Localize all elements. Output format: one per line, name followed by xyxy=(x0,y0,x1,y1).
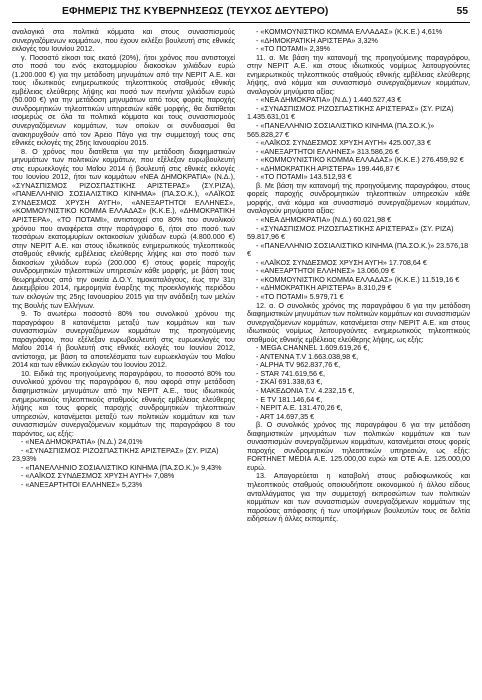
list-item: - «ΣΥΝΑΣΠΙΣΜΟΣ ΡΙΖΟΣΠΑΣΤΙΚΗΣ ΑΡΙΣΤΕΡΑΣ» (ΣΥ. ΡΙΖΑ) 23,93% xyxy=(12,445,219,464)
list-item: - E TV 181.146,64 €, xyxy=(256,394,323,404)
list-item: - «ΔΗΜΟΚΡΑΤΙΚΗ ΑΡΙΣΤΕΡΑ» 199.446,87 € xyxy=(256,163,400,173)
paragraph: 11. α. Με βάση την κατανομή της προηγούμενης παραγράφου, στην ΝΕΡΙΤ Α.Ε. και στους ιδιωτικούς νομίμως λειτουργούντες ενημερωτικούς τηλεοπτικούς σταθμούς εθνικής εμβέλειας ελεύθερης λήψης, ανά κόμμα και συνασπισμό συνεργαζόμενων κομμάτων, αναλογούν μηνύματα αξίας: xyxy=(247,52,470,96)
list-item: - «ΑΝΕΞΑΡΤΗΤΟΙ ΕΛΛΗΝΕΣ» 13.066,09 € xyxy=(256,266,395,276)
list-item: - «ΛΑΪΚΟΣ ΣΥΝΔΕΣΜΟΣ ΧΡΥΣΗ ΑΥΓΗ» 17.708,64 € xyxy=(256,257,427,267)
page-header xyxy=(12,6,470,23)
list-item: - «ΝΕΑ ΔΗΜΟΚΡΑΤΙΑ» (Ν.Δ.) 1.440.527,43 € xyxy=(256,95,402,105)
list-item: - «ΠΑΝΕΛΛΗΝΙΟ ΣΟΣΙΑΛΙΣΤΙΚΟ ΚΙΝΗΜΑ (ΠΑ.ΣΟ.Κ.)» 23.576,18 € xyxy=(247,240,469,259)
paragraph: 10. Ειδικά της προηγούμενης παραγράφου, το ποσοστό 80% του συνολικού χρόνου της παραγράφου 6, που αφορά στην μετάδοση διαφημιστικών μηνυμάτων από την ΝΕΡΙΤ Α.Ε., τους ιδιωτικούς ενημερωτικούς τηλεοπτικούς σταθμούς εθνικής εμβέλειας ελεύθερης λήψης και τους φορείς παροχής συνδρομητικών τηλεοπτικών υπηρεσιών, κατανέμεται μεταξύ των πολιτικών κομμάτων και των συνασπισμών συνεργαζόμενων κομμάτων της παραγράφου 8 του παρόντος, ως εξής: xyxy=(12,368,235,438)
left-column xyxy=(12,28,235,490)
list-item: - «ΤΟ ΠΟΤΑΜΙ» 5.979,71 € xyxy=(256,291,344,301)
list-item: - «ΠΑΝΕΛΛΗΝΙΟ ΣΟΣΙΑΛΙΣΤΙΚΟ ΚΙΝΗΜΑ (ΠΑ.ΣΟ.Κ.)» 565.828,27 € xyxy=(247,121,435,139)
list-item: - «ΑΝΕΞΑΡΤΗΤΟΙ ΕΛΛΗΝΕΣ» 5,23% xyxy=(21,479,143,489)
list-item: - STAR 741.619,56 €, xyxy=(256,368,325,378)
list-item: - «ΚΟΜΜΟΥΝΙΣΤΙΚΟ ΚΟΜΜΑ ΕΛΛΑΔΑΣ» (Κ.Κ.Ε.) 276.459,92 € xyxy=(256,155,464,165)
right-column xyxy=(247,28,470,524)
list-item: - «ΚΟΜΜΟΥΝΙΣΤΙΚΟ ΚΟΜΜΑ ΕΛΛΑΔΑΣ» (Κ.Κ.Ε.) 11.519,16 € xyxy=(256,274,460,284)
list-item: - ΜΑΚΕΔΟΝΙΑ T.V. 4.232,15 €, xyxy=(256,385,355,395)
list-item: - «ΔΗΜΟΚΡΑΤΙΚΗ ΑΡΙΣΤΕΡΑ» 8.310,29 € xyxy=(256,283,392,293)
list-item: - «ΛΑΪΚΟΣ ΣΥΝΔΕΣΜΟΣ ΧΡΥΣΗ ΑΥΓΗ» 7,08% xyxy=(21,471,175,481)
list-item: - ALPHA TV 962.837,76 €, xyxy=(256,360,341,370)
list-item: - «ΣΥΝΑΣΠΙΣΜΟΣ ΡΙΖΟΣΠΑΣΤΙΚΗΣ ΑΡΙΣΤΕΡΑΣ» (ΣΥ. ΡΙΖΑ) 59.817,96 € xyxy=(247,223,454,242)
list-item: - «ΤΟ ΠΟΤΑΜΙ» 143.512,93 € xyxy=(256,172,352,182)
list-item: - «ΛΑΪΚΟΣ ΣΥΝΔΕΣΜΟΣ ΧΡΥΣΗ ΑΥΓΗ» 425.007,33 € xyxy=(256,138,431,148)
list-item: - «ΝΕΑ ΔΗΜΟΚΡΑΤΙΑ» (Ν.Δ.) 60.021,98 € xyxy=(256,215,392,225)
gazette-title: ΕΦΗΜΕΡΙΣ ΤΗΣ ΚΥΒΕΡΝΗΣΕΩΣ (ΤΕΥΧΟΣ ΔΕΥΤΕΡΟ) xyxy=(62,6,329,17)
list-item: - ΣΚΑΪ 691.338,63 €, xyxy=(256,377,323,387)
list-item: - «ΚΟΜΜΟΥΝΙΣΤΙΚΟ ΚΟΜΜΑ ΕΛΛΑΔΑΣ» (Κ.Κ.Ε.) 4,61% xyxy=(256,27,443,36)
paragraph: β. Με βάση την κατανομή της προηγούμενης παραγράφου, στους φορείς παροχής συνδρομητικών τηλεοπτικών υπηρεσιών κάθε μορφής, ανά κόμμα και συνασπισμό συνεργαζόμενων κομμάτων, αναλογούν μηνύματα αξίας: xyxy=(247,180,470,216)
list-item: - ANTENNA T.V 1.663.038,98 €, xyxy=(256,351,359,361)
paragraph: 9. Το ανωτέρω ποσοστό 80% του συνολικού χρόνου της παραγράφου 8 κατανέμεται μεταξύ των κομμάτων και των συνασπισμών συνεργαζόμενων κομμάτων της προηγούμενης παραγράφου, που εξέλεξαν ευρωβουλευτή στις ευρωεκλογές του Μαΐου 2014 ή βουλευτή στις εθνικές εκλογές του Ιουνίου 2012, αντίστοιχα, με βάση τα αποτελέσματα των ευρωεκλογών του Μαΐου 2014 και των εθνικών εκλογών του Ιουνίου 2012. xyxy=(12,309,235,370)
paragraph: 8. Ο χρόνος που διατίθεται για την μετάδοση διαφημιστικών μηνυμάτων των πολιτικών κομμάτων, που εξέλεξαν ευρωβουλευτή στις ευρωεκλογές του Μαΐου 2014 ή βουλευτή στις εθνικές εκλογές του Ιουνίου 2012, ήτοι των κομμάτων «ΝΕΑ ΔΗΜΟΚΡΑΤΙΑ» (Ν.Δ.), «ΣΥΝΑΣΠΙΣΜΟΣ ΡΙΖΟΣΠΑΣΤΙΚΗΣ ΑΡΙΣΤΕΡΑΣ» (ΣΥ.ΡΙΖΑ), «ΠΑΝΕΛΛΗΝΙΟ ΣΟΣΙΑΛΙΣΤΙΚΟ ΚΙΝΗΜΑ» (ΠΑ.ΣΟ.Κ.), «ΛΑΪΚΟΣ ΣΥΝΔΕΣΜΟΣ ΧΡΥΣΗ ΑΥΓΗ», «ΑΝΕΞΑΡΤΗΤΟΙ ΕΛΛΗΝΕΣ», «ΚΟΜΜΟΥΝΙΣΤΙΚΟ ΚΟΜΜΑ ΕΛΛΑΔΑΣ» (Κ.Κ.Ε.), «ΔΗΜΟΚΡΑΤΙΚΗ ΑΡΙΣΤΕΡΑ», «ΤΟ ΠΟΤΑΜΙ», αντιστοιχεί στο 80% του συνολικού χρόνου που αναφέρεται στην παράγραφο 6, ήτοι στο ποσό των τεσσάρων εκατομμυρίων οκτακοσίων χιλιάδων ευρώ (4.800.000 €) στην ΝΕΡΙΤ Α.Ε. και στους ιδιωτικούς ενημερωτικούς τηλεοπτικούς σταθμούς εθνικής εμβέλειας ελεύθερης λήψης και στο ποσό των διακοσίων χιλιάδων ευρώ (200.000 €) στους φορείς παροχής συνδρομητικών τηλεοπτικών υπηρεσιών κάθε μορφής, με βάση τους θεωρημένους από την οικεία Δ.Ο.Υ. τιμοκαταλόγους, έως την 31η Δεκεμβρίου 2014, ημερομηνία έναρξης της προεκλογικής περιόδου των εκλογών της 25ης Ιανουαρίου 2015 για την ανάδειξη των μελών της Βουλής των Ελλήνων. xyxy=(12,146,235,310)
paragraph: αναλογικά στα πολιτικά κόμματα και στους συνασπισμούς συνεργαζόμενων κομμάτων, που έχουν εκλέξει βουλευτή στις εθνικές εκλογές του Ιουνίου 2012. xyxy=(12,27,235,54)
list-item: - «ΑΝΕΞΑΡΤΗΤΟΙ ΕΛΛΗΝΕΣ» 313.586,26 € xyxy=(256,146,399,156)
page-number: 55 xyxy=(456,6,468,17)
list-item: - «ΝΕΑ ΔΗΜΟΚΡΑΤΙΑ» (Ν.Δ.) 24,01% xyxy=(21,437,143,447)
paragraph: γ. Ποσοστό είκοσι τοις εκατό (20%), ήτοι χρόνος που αντιστοιχεί στο ποσό του ενός εκατομμυρίου διακοσίων χιλιάδων ευρώ (1.200.000 €) για την μετάδοση μηνυμάτων από την ΝΕΡΙΤ Α.Ε. και τους ιδιωτικούς ενημερωτικούς τηλεοπτικούς σταθμούς εθνικής εμβέλειας ελεύθερης λήψης και ποσό των πενήντα χιλιάδων ευρώ (50.000 €) για την μετάδοση μηνυμάτων από τους φορείς παροχής συνδρομητικών τηλεοπτικών υπηρεσιών κάθε μορφής, θα διατίθεται ισομερώς σε όλα τα πολιτικά κόμματα και τους συνασπισμούς συνεργαζόμενων κομμάτων, των οποίων οι συνδυασμοί θα ανακηρυχθούν από τον Άρειο Πάγο για την συμμετοχή τους στις εθνικές εκλογές της 25ης Ιανουαρίου 2015. xyxy=(12,52,235,148)
paragraph: β. Ο συνολικός χρόνος της παραγράφου 6 για την μετάδοση διαφημιστικών μηνυμάτων των πολιτικών κομμάτων και των συνασπισμών συνεργαζόμενων κομμάτων, κατανέμεται στους φορείς παροχής συνδρομητικών τηλεοπτικών υπηρεσιών, ως εξής: FORTHNET MEDIA Α.Ε. 125.000,00 ευρώ και OTE A.E. 125.000,00 ευρώ. xyxy=(247,420,470,472)
list-item: - «ΔΗΜΟΚΡΑΤΙΚΗ ΑΡΙΣΤΕΡΑ» 3,32% xyxy=(256,35,378,45)
list-item: - «ΠΑΝΕΛΛΗΝΙΟ ΣΟΣΙΑΛΙΣΤΙΚΟ ΚΙΝΗΜΑ (ΠΑ.ΣΟ.Κ.)» 9,43% xyxy=(21,462,222,472)
list-item: - ΝΕΡΙΤ Α.Ε. 131.470,26 €, xyxy=(256,403,343,413)
paragraph: 13. Απαγορεύεται η καταβολή στους ραδιοφωνικούς και τηλεοπτικούς σταθμούς οποιουδήποτε οικονομικού ή άλλου είδους ανταλλάγματος για την συμμετοχή εκπροσώπων των πολιτικών κομμάτων και των συνασπισμών συνεργαζόμενων κομμάτων της παρούσας απόφασης ή των υποψήφιων βουλευτών τους σε δελτία ειδήσεων ή άλλες εκπομπές. xyxy=(247,471,470,524)
list-item: - ART 14.697,35 € xyxy=(256,411,315,421)
list-item: - «ΣΥΝΑΣΠΙΣΜΟΣ ΡΙΖΟΣΠΑΣΤΙΚΗΣ ΑΡΙΣΤΕΡΑΣ» (ΣΥ. ΡΙΖΑ) 1.435.631,01 € xyxy=(247,103,454,122)
list-item: - MEGA CHANNEL 1.609.619,26 €, xyxy=(256,343,370,353)
list-item: - «ΤΟ ΠΟΤΑΜΙ» 2,39% xyxy=(256,44,331,54)
paragraph: 12. α. Ο συνολικός χρόνος της παραγράφου 6 για την μετάδοση διαφημιστικών μηνυμάτων των πολιτικών κομμάτων και συνασπισμών συνεργαζόμενων κομμάτων, κατανέμεται στην ΝΕΡΙΤ Α.Ε. και στους ιδιωτικούς νομίμως λειτουργούντες ενημερωτικούς τηλεοπτικούς σταθμούς εθνικής εμβέλειας ελεύθερης λήψης, ως εξής: xyxy=(247,300,470,344)
